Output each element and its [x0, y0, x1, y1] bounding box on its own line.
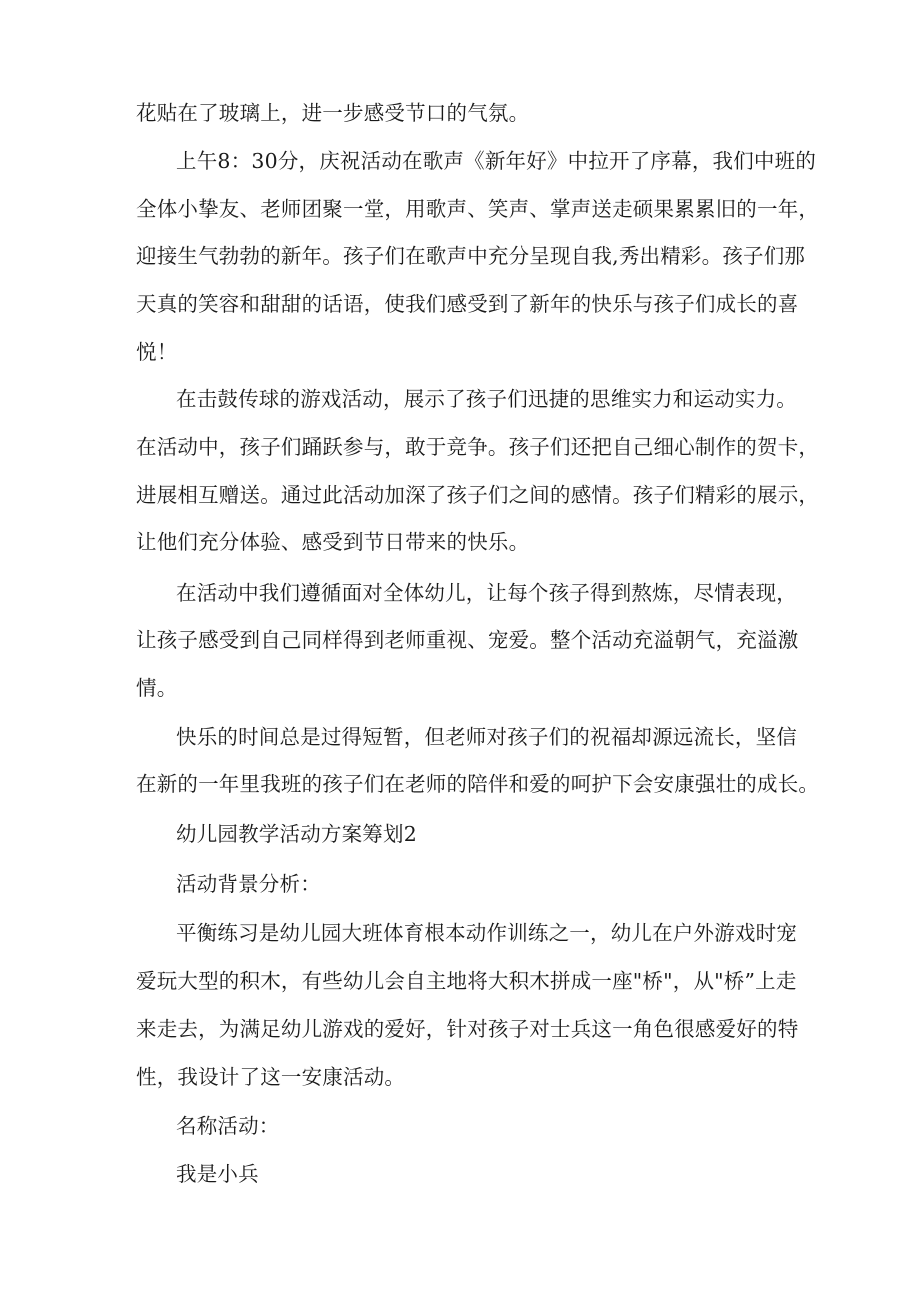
paragraph-line: 在新的一年里我班的孩子们在老师的陪伴和爱的呵护下会安康强壮的成长。	[136, 772, 820, 796]
paragraph-line: 上午8：30分，庆祝活动在歌声《新年好》中拉开了序幕，我们中班的	[176, 149, 817, 173]
paragraph-line: 在活动中我们遵循面对全体幼儿，让每个孩子得到熬炼，尽情表现，	[176, 581, 797, 605]
paragraph-line: 花贴在了玻璃上，进一步感受节口的气氛。	[136, 101, 530, 125]
paragraph-line: 悦！	[136, 340, 178, 364]
paragraph-line: 天真的笑容和甜甜的话语，使我们感受到了新年的快乐与孩子们成长的喜	[136, 292, 799, 316]
paragraph-line: 让孩子感受到自己同样得到老师重视、宠爱。整个活动充溢朝气，充溢激	[136, 628, 799, 652]
paragraph-line: 爱玩大型的积木，有些幼儿会自主地将大积木拼成一座"桥"，从"桥”上走	[136, 969, 797, 993]
subheading: 活动背景分析：	[176, 872, 321, 896]
paragraph-line: 性，我设计了这一安康活动。	[136, 1065, 406, 1089]
paragraph-line: 平衡练习是幼儿园大班体育根本动作训练之一，幼儿在户外游戏时宠	[176, 921, 797, 945]
paragraph-line: 让他们充分体验、感受到节日带来的快乐。	[136, 530, 530, 554]
activity-name: 我是小兵	[176, 1162, 259, 1186]
paragraph-line: 在活动中，孩子们踊跃参与，敢于竞争。孩子们还把自己细心制作的贺卡，	[136, 435, 820, 459]
subheading: 名称活动：	[176, 1114, 280, 1138]
paragraph-line: 全体小挚友、老师团聚一堂，用歌声、笑声、掌声送走硕果累累旧的一年，	[136, 197, 820, 221]
paragraph-line: 来走去，为满足幼儿游戏的爱好，针对孩子对士兵这一角色很感爱好的特	[136, 1017, 799, 1041]
paragraph-line: 迎接生气勃勃的新年。孩子们在歌声中充分呈现自我,秀出精彩。孩子们那	[136, 244, 806, 268]
paragraph-line: 情。	[136, 676, 178, 700]
paragraph-line: 快乐的时间总是过得短暂，但老师对孩子们的祝福却源远流长，坚信	[176, 725, 797, 749]
section-heading: 幼儿园教学活动方案筹划2	[176, 822, 417, 846]
paragraph-line: 在击鼓传球的游戏活动，展示了孩子们迅捷的思维实力和运动实力。	[176, 387, 797, 411]
paragraph-line: 进展相互赠送。通过此活动加深了孩子们之间的感情。孩子们精彩的展示，	[136, 483, 820, 507]
